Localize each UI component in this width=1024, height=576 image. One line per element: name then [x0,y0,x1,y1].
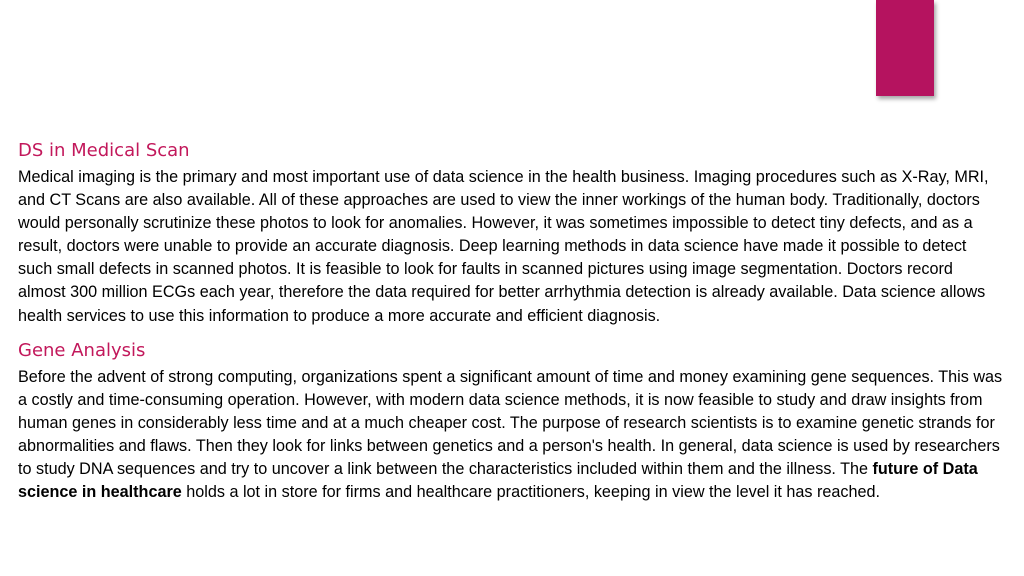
bold-phrase: future of Data science in healthcare [18,460,978,502]
section-heading: Gene Analysis [18,339,146,361]
section-paragraph [18,366,1003,505]
accent-bar [876,0,934,96]
section-paragraph: Medical imaging is the primary and most important use of data science in the health business. Imaging procedures such as X-Ray, MRI, and CT Scans are also available. All of these approaches are used to view the inner workings of the human body. Traditionally, doctors would personally scrutinize these photos to look for anomalies. However, it was sometimes impossible to detect tiny defects, and as a result, doctors were unable to provide an accurate diagnosis. Deep learning methods in data science have made it possible to detect such small defects in scanned photos. It is feasible to look for faults in scanned pictures using image segmentation. Doctors record almost 300 million ECGs each year, therefore the data required for better arrhythmia detection is already available. Data science allows health services to use this information to produce a more accurate and efficient diagnosis. [18,168,989,325]
section-medical-scan [18,138,1003,328]
slide-content [18,138,1003,504]
section-gene-analysis [18,338,1003,505]
paragraph-text-start: Before the advent of strong computing, organizations spent a significant amount of time and money examining gene sequences. This was a costly and time-consuming operation. However, with modern data science methods, it is now feasible to study and draw insights from human genes in considerably less time and at a much cheaper cost. The purpose of research scientists is to examine genetic strands for abnormalities and flaws. Then they look for links between genetics and a person's health. In general, data science is used by researchers to study DNA sequences and try to uncover a link between the characteristics included within them and the illness. The [18,367,1003,479]
section-heading: DS in Medical Scan [18,140,190,161]
paragraph-text-end: holds a lot in store for firms and healthcare practitioners, keeping in view the level it has reached. [181,483,880,502]
